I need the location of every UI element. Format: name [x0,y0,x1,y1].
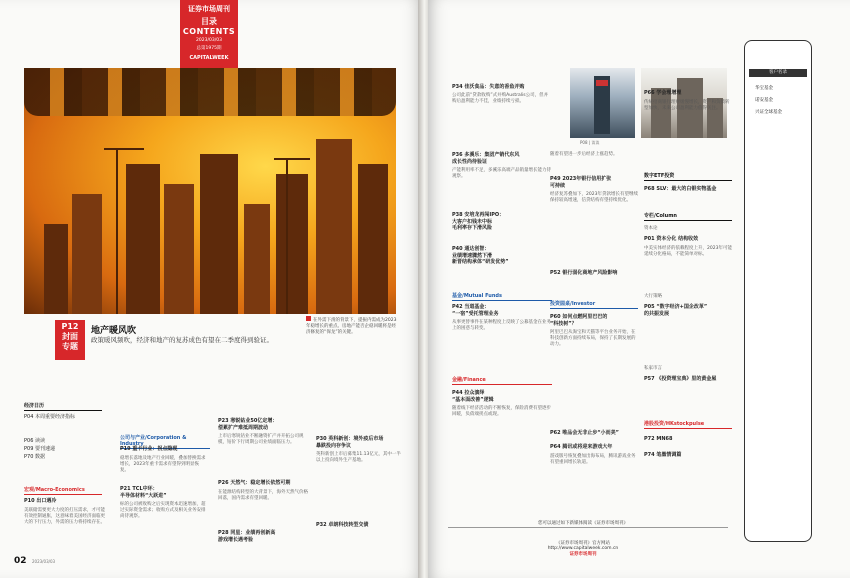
footer-site[interactable] [428,540,738,557]
hero-caption: 在外需下滑的背景下，提振内需成为2023年稳增长的重点。房地产能否企稳回暖将是经济修复的“保龙”的关键。 [306,318,397,335]
caption-marker [306,316,311,321]
toc-p49[interactable]: P49 2023年银行信用扩张 可持续 [550,176,612,189]
toc-p70[interactable]: P70 数据 [24,454,45,460]
toc-p74[interactable]: P74 笔墨情调篇 [644,452,682,458]
toc-p57[interactable]: P57 《投资理宝典》里的黄金屋 [644,376,717,382]
cover-feature[interactable] [55,320,305,360]
crane [286,158,288,314]
section-finance: 金融/Finance [452,376,552,385]
toc-p21[interactable]: P21 TCL中环： 半导体材料“大跃进” [120,486,167,499]
section-investor: 投资圆桌/Investor [550,300,638,309]
footer-divider [448,527,728,528]
toc-p36[interactable]: P36 多溪乐：集团产销代东风 成长性尚待验证 [452,152,520,165]
right-page [428,0,850,578]
toc-p01-desc: 中美实体经济的依赖程度上升，2023年可能延续分化格局，不能简单对标。 [644,246,732,257]
section-macro: 宏观/Macro-Economics [24,486,102,495]
toc-p60[interactable]: P60 如何点燃阿里巴巴的 “科技树”？ [550,314,608,327]
toc-p66-desc: 传统招商银行理财缓慢增长，资产和负债转型加快，未来公司盈利能力值得关注。 [644,100,730,111]
section-funds: 基金/Mutual Funds [452,292,552,301]
toc-p72[interactable]: P72 MN68 [644,436,673,442]
toc-p34-desc: 公司此前“贷款收购”式并购Australis公司，但并购后盈利能力不佳，业绩持续亏损。 [452,93,549,104]
building [276,174,308,314]
site-label: 《证券市场周刊》官方网站 [556,541,610,546]
feature-desc: 政策暖风频吹，经济和地产的复苏成色有望在二季度得到验证。 [91,336,273,344]
toc-p09[interactable]: P09 要刊速递 [24,446,55,452]
toc-p60-desc: 阿里巴巴从淘宝和天猫等平台业务开始，在科技创新方面持续布局，保持了长期发展的动力。 [550,330,636,347]
toc-p21-desc: 标的公司被收购之后实现资本迅速增加，超过实际资金需求；收购方式及相关业务安排尚待观察。 [120,502,206,519]
toc-p10[interactable]: P10 出口遇冷 [24,498,57,504]
toc-p34[interactable]: P34 佳沃食品：失意的香鱼并购 [452,84,525,90]
toc-p05[interactable]: P05 “数字经济+国企改革” 的共振发展 [644,304,708,317]
sidebar-title: 客户名录 [749,69,807,77]
badge-brand: 证券市场周刊 [188,5,230,13]
section-etf: 数字ETF投资 [644,172,732,181]
column-author-1: 资本论 [644,226,658,231]
toc-p19-desc: 稳增长落地及地产行业回暖，叠加替换需求增长，2023年重卡需求有望得到明显恢复。 [120,456,206,473]
photo-caption: P08 | 读读 [580,140,600,145]
toc-p30[interactable]: P30 英科新创：境外疫后市场 暴跌投向存争议 [316,436,384,449]
sidebar-entry: 兴证全球基金 [755,110,782,115]
toc-p28[interactable]: P28 同星：业绩再创新高 游戏增长遇考验 [218,530,276,543]
toc-p68[interactable]: P68 SLV：最大的白银实物基金 [644,186,717,192]
column-author-3: 私家市言 [644,366,662,371]
toc-p42[interactable]: P42 当道基金： “一宿”受托管理业务 [452,304,499,317]
building [358,164,388,314]
toc-p44-desc: 随着线下经济活动的不断恢复，保险消费有望逐步回暖，负债端拐点或现。 [452,406,551,417]
hero-photo-skyline [24,68,396,314]
section-hk: 港股投资/HKstockpulse [644,420,732,429]
section-calendar: 经济日历 [24,402,102,411]
toc-p32[interactable]: P32 卓朗科技转型交债 [316,522,369,528]
bank-sign [596,80,608,86]
toc-p64[interactable]: P64 腾讯或将迎来游戏大年 [550,444,613,450]
building [316,139,352,314]
toc-p26-desc: 在能源结构转型的大背景下，海外天然气价格回落，国内需求有望回暖。 [218,490,308,501]
toc-p42-desc: 从事更替事件在某种程度上反映了公募基金在业务上的困惑与转变。 [452,320,551,331]
toc-p62[interactable]: P62 唯品会无非止步“小而美” [550,430,619,436]
toc-p40[interactable]: P40 通达创智： 业绩增速骤然下滑 新晋结构承体“研发优势” [452,246,509,265]
building [126,164,160,314]
toc-p46-intro: 随着有望进一步后经济上涨趋势。 [550,152,618,157]
badge-en: CONTENTS [182,27,236,36]
page-date: 2023/03/03 [32,559,56,564]
toc-p64-desc: 游戏版号恢复叠加出海布局，腾讯游戏业务有望重回增长轨道。 [550,454,636,465]
feature-title: 地产暖风吹 [91,326,137,336]
toc-p10-desc: 美联储需要更大力度的打压需求，才可能有效控制通胀，这意味着美国经济面临更大的下行压力，外需的压力将持续存在。 [24,508,105,525]
crane-arm [274,158,310,160]
badge-date: 2023/03/03 [196,38,222,43]
footer-logo-text: 证券市场周刊 [569,552,597,557]
crane-arm [104,148,144,150]
section-corp: 公司与产业/Corporation & Industry [120,434,210,449]
feature-tag: P12 封面 专题 [55,320,85,360]
toc-p01[interactable]: P01 资本分化 结构收效 [644,236,699,242]
toc-p30-desc: 英科新创上市后募集11.13亿元，其中一半以上投向境外生产基地。 [316,452,401,463]
toc-p38[interactable]: P38 安培龙再闯IPO： 大客户扣钱未中标 毛利率存下滑风险 [452,212,505,231]
left-page [0,0,422,578]
building [200,154,238,314]
toc-p66[interactable]: P66 学会理增理 [644,90,682,96]
toc-p04[interactable]: P04 本周重要经济指标 [24,414,75,420]
toc-p23-desc: 上市后寒锐钴业不断融资扩产并开拓公司规模，钴价下行周期公司业绩面临压力。 [218,434,304,445]
advertiser-sidebar [744,40,812,542]
footer-text: 您可以通过如下新媒体阅读《证券市场周刊》 [538,521,628,526]
toc-p26[interactable]: P26 天然气：稳定增长依然可期 [218,480,291,486]
contents-badge [180,0,238,70]
toc-p06[interactable]: P06 读读 [24,438,45,444]
photo-bank-building [570,68,635,138]
chain-blur [24,68,396,116]
badge-cn: 目录 [201,17,217,26]
sidebar-entry: 华宝基金 [755,86,773,91]
toc-p36-desc: 产能利用率不足，多溪乐高端产品销量增长能力待观察。 [452,168,551,179]
building [44,224,68,314]
section-column: 专栏/Column [644,212,732,221]
crane [116,148,118,314]
page-number: 02 [14,556,27,566]
column-author-2: 大行策略 [644,294,662,299]
building [164,184,194,314]
building [72,194,102,314]
toc-p49-desc: 经济复苏叠加下，2023年贷款增长有望继续保持较高增速，信贷结构有望持续优化。 [550,192,638,203]
toc-p44[interactable]: P44 拉众演绎 “基本面改善”逻辑 [452,390,494,403]
building [244,204,270,314]
toc-p19[interactable]: P19 重卡行业：拐点隐现 [120,446,178,452]
sidebar-entry: 诺安基金 [755,98,773,103]
site-url[interactable]: http://www.capitalweek.com.cn [547,546,619,551]
badge-mag: CAPITALWEEK [189,55,229,61]
badge-issue: 总第1975期 [196,46,222,51]
toc-p52[interactable]: P52 银行弱化商地产风险影响 [550,270,618,276]
toc-p23[interactable]: P23 寒锐钴业50亿定增： 偿累扩产难抵周期波动 [218,418,278,431]
